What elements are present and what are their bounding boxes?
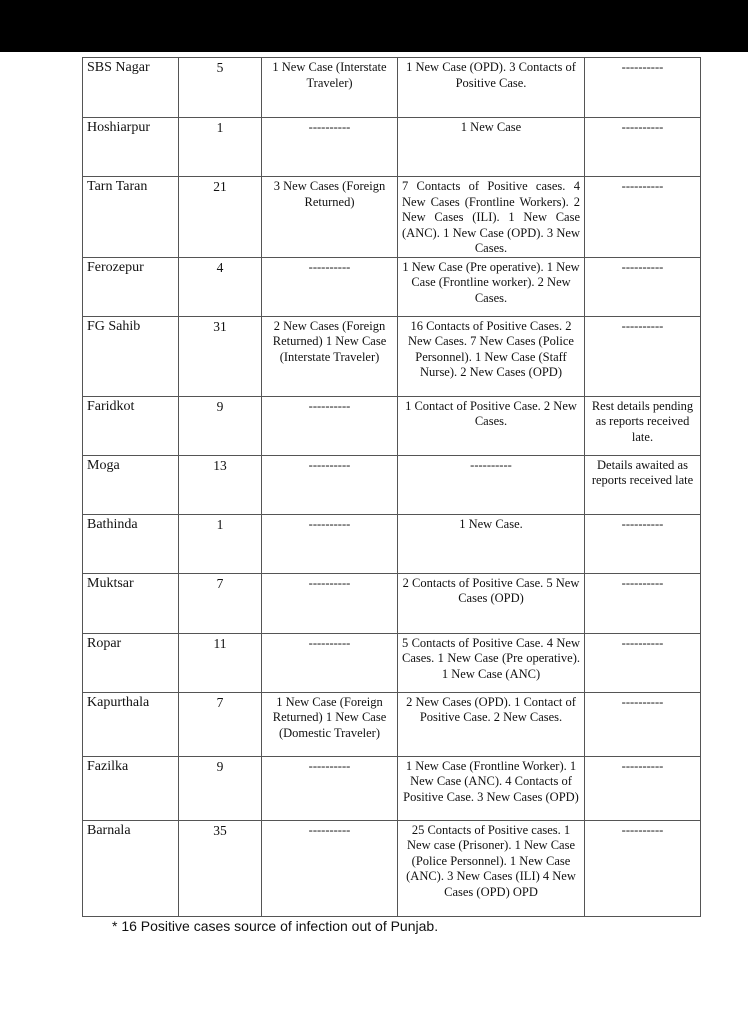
- table-row: [83, 756, 701, 820]
- district-name: Ferozepur: [83, 257, 179, 316]
- travel-history-cell: ----------: [262, 396, 398, 455]
- case-details-cell: 1 New Case (OPD). 3 Contacts of Positive Case.: [398, 58, 585, 118]
- remarks-cell: ----------: [585, 756, 701, 820]
- remarks-cell: Rest details pending as reports received late.: [585, 396, 701, 455]
- district-name: Muktsar: [83, 573, 179, 633]
- case-count: 35: [179, 820, 262, 916]
- district-name: FG Sahib: [83, 316, 179, 396]
- table-row: [83, 820, 701, 916]
- travel-history-cell: 3 New Cases (Foreign Returned): [262, 177, 398, 258]
- table-row: [83, 396, 701, 455]
- case-details-cell: 16 Contacts of Positive Cases. 2 New Cases. 7 New Cases (Police Personnel). 1 New Case (Staff Nurse). 2 New Cases (OPD): [398, 316, 585, 396]
- remarks-cell: ----------: [585, 692, 701, 756]
- case-count: 11: [179, 633, 262, 692]
- travel-history-cell: ----------: [262, 573, 398, 633]
- remarks-cell: ----------: [585, 633, 701, 692]
- travel-history-cell: ----------: [262, 514, 398, 573]
- table-row: [83, 177, 701, 258]
- travel-history-cell: 1 New Case (Interstate Traveler): [262, 58, 398, 118]
- table-row: [83, 573, 701, 633]
- case-count: 1: [179, 514, 262, 573]
- remarks-cell: Details awaited as reports received late: [585, 455, 701, 514]
- table-row: [83, 514, 701, 573]
- district-case-table: [82, 57, 701, 917]
- case-details-cell: 1 New Case.: [398, 514, 585, 573]
- travel-history-cell: ----------: [262, 820, 398, 916]
- case-details-cell: 7 Contacts of Positive cases. 4 New Cases (Frontline Workers). 2 New Cases (ILI). 1 New Case (ANC). 1 New Case (OPD). 3 New Cases.: [398, 177, 585, 258]
- table-row: [83, 257, 701, 316]
- case-details-cell: 25 Contacts of Positive cases. 1 New case (Prisoner). 1 New Case (Police Personnel). 1 New Case (ANC). 3 New Cases (ILI) 4 New Cases (OPD) OPD: [398, 820, 585, 916]
- case-details-cell: 1 New Case (Pre operative). 1 New Case (Frontline worker). 2 New Cases.: [398, 257, 585, 316]
- case-count: 5: [179, 58, 262, 118]
- remarks-cell: ----------: [585, 118, 701, 177]
- remarks-cell: ----------: [585, 514, 701, 573]
- remarks-cell: ----------: [585, 820, 701, 916]
- remarks-cell: ----------: [585, 573, 701, 633]
- travel-history-cell: ----------: [262, 118, 398, 177]
- district-name: Fazilka: [83, 756, 179, 820]
- case-count: 4: [179, 257, 262, 316]
- table-row: [83, 118, 701, 177]
- case-count: 7: [179, 692, 262, 756]
- district-name: Faridkot: [83, 396, 179, 455]
- district-name: Tarn Taran: [83, 177, 179, 258]
- case-details-cell: 1 New Case (Frontline Worker). 1 New Case (ANC). 4 Contacts of Positive Case. 3 New Cases (OPD): [398, 756, 585, 820]
- district-name: Moga: [83, 455, 179, 514]
- district-name: Bathinda: [83, 514, 179, 573]
- top-black-bar: [0, 0, 748, 52]
- case-details-cell: ----------: [398, 455, 585, 514]
- case-details-cell: 1 Contact of Positive Case. 2 New Cases.: [398, 396, 585, 455]
- travel-history-cell: ----------: [262, 633, 398, 692]
- case-count: 31: [179, 316, 262, 396]
- case-count: 9: [179, 396, 262, 455]
- travel-history-cell: ----------: [262, 455, 398, 514]
- remarks-cell: ----------: [585, 257, 701, 316]
- district-name: Hoshiarpur: [83, 118, 179, 177]
- case-count: 21: [179, 177, 262, 258]
- travel-history-cell: 1 New Case (Foreign Returned) 1 New Case (Domestic Traveler): [262, 692, 398, 756]
- travel-history-cell: 2 New Cases (Foreign Returned) 1 New Case (Interstate Traveler): [262, 316, 398, 396]
- case-count: 13: [179, 455, 262, 514]
- table-row: [83, 633, 701, 692]
- travel-history-cell: ----------: [262, 756, 398, 820]
- case-count: 9: [179, 756, 262, 820]
- district-name: Barnala: [83, 820, 179, 916]
- table-row: [83, 58, 701, 118]
- remarks-cell: ----------: [585, 177, 701, 258]
- case-count: 7: [179, 573, 262, 633]
- table-row: [83, 692, 701, 756]
- case-details-cell: 1 New Case: [398, 118, 585, 177]
- travel-history-cell: ----------: [262, 257, 398, 316]
- remarks-cell: ----------: [585, 58, 701, 118]
- table-row: [83, 455, 701, 514]
- district-name: SBS Nagar: [83, 58, 179, 118]
- district-name: Ropar: [83, 633, 179, 692]
- case-details-cell: 2 Contacts of Positive Case. 5 New Cases (OPD): [398, 573, 585, 633]
- footnote: * 16 Positive cases source of infection out of Punjab.: [112, 918, 439, 934]
- district-name: Kapurthala: [83, 692, 179, 756]
- table-row: [83, 316, 701, 396]
- case-details-cell: 2 New Cases (OPD). 1 Contact of Positive Case. 2 New Cases.: [398, 692, 585, 756]
- remarks-cell: ----------: [585, 316, 701, 396]
- case-count: 1: [179, 118, 262, 177]
- case-details-cell: 5 Contacts of Positive Case. 4 New Cases. 1 New Case (Pre operative). 1 New Case (ANC): [398, 633, 585, 692]
